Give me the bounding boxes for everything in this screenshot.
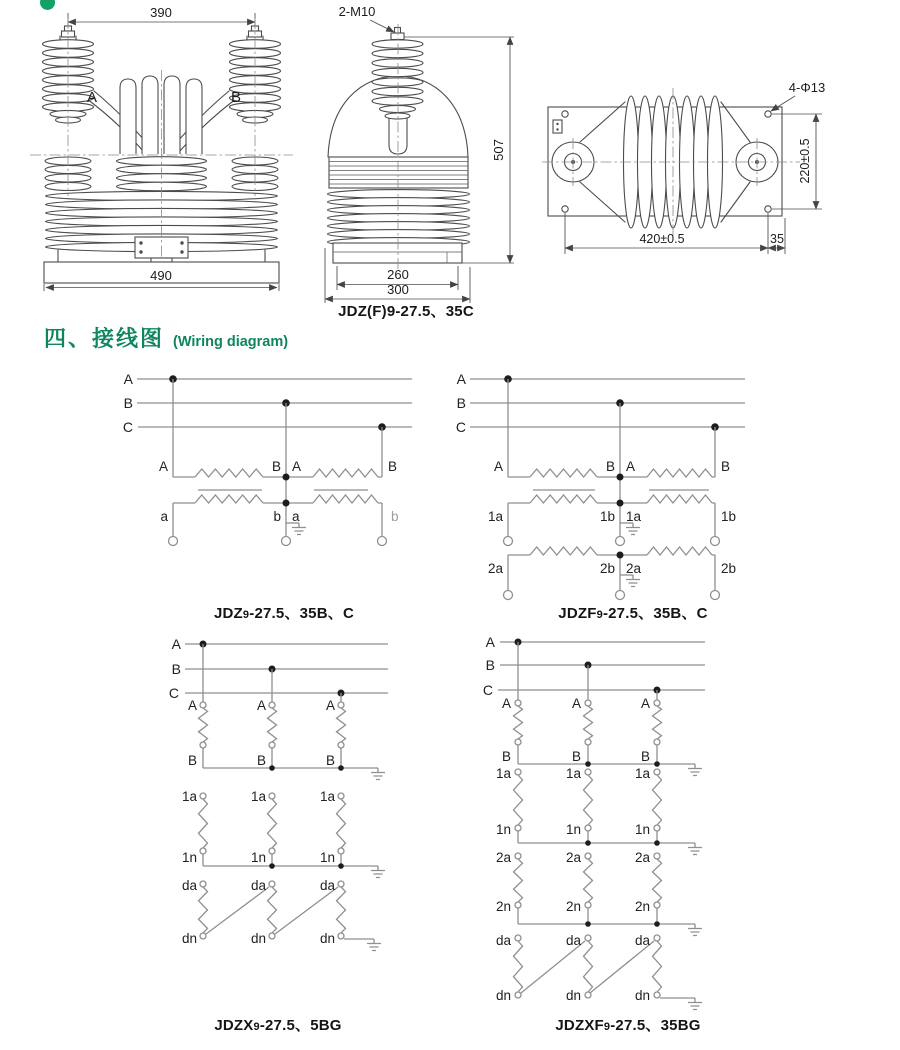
winding-label: 1n	[250, 850, 266, 865]
terminal-circle	[711, 591, 720, 600]
winding-label: B	[721, 459, 731, 474]
caption-text: JDZX	[214, 1017, 254, 1034]
winding-label: 1a	[565, 766, 581, 781]
winding-label: A	[158, 459, 168, 474]
terminal-circle	[169, 537, 178, 546]
bus-a-label: A	[171, 636, 181, 652]
terminal-circle	[711, 537, 720, 546]
ground-icon	[292, 523, 306, 535]
winding-label: 2a	[626, 561, 642, 576]
ground-icon	[371, 866, 385, 878]
section-title-zh: 四、接线图	[44, 326, 165, 351]
winding-label: da	[181, 878, 197, 893]
winding-label: B	[187, 753, 197, 768]
wiring-diagram-jdz9	[123, 371, 412, 546]
dim-260-label: 260	[387, 267, 409, 282]
caption-jdzxf9	[533, 1014, 723, 1035]
winding-label: 2b	[599, 561, 615, 576]
caption-text: JDZF	[558, 605, 597, 622]
bus-b-label: B	[456, 395, 466, 411]
winding-label: b	[391, 509, 399, 524]
winding-label: 2a	[565, 850, 581, 865]
winding-label: da	[250, 878, 266, 893]
winding-label: 1a	[250, 789, 266, 804]
winding-label: B	[256, 753, 266, 768]
winding-label: 2n	[634, 899, 650, 914]
winding-label: A	[292, 459, 302, 474]
terminal-circle	[504, 537, 513, 546]
winding-label: A	[256, 698, 266, 713]
side-view-drawing	[325, 4, 514, 303]
section-header	[44, 322, 288, 353]
winding-label: B	[605, 459, 615, 474]
front-view-drawing	[30, 5, 293, 291]
winding-label: da	[319, 878, 335, 893]
bus-c-label: C	[482, 682, 493, 698]
winding-label: 1a	[626, 509, 642, 524]
winding-label: B	[501, 749, 511, 764]
ground-icon	[688, 998, 702, 1010]
bus-c-label: C	[122, 419, 133, 435]
winding-label: A	[325, 698, 335, 713]
caption-text: -27.5、35B、C	[249, 605, 354, 622]
winding-label: 1b	[721, 509, 737, 524]
winding-label: A	[571, 696, 581, 711]
ground-icon	[688, 924, 702, 936]
caption-jdzf9-outline: JDZ(F)9-27.5、35C	[338, 303, 474, 320]
winding-label: da	[565, 933, 581, 948]
dim-390-label: 390	[150, 5, 172, 20]
holes-label: 4-Φ13	[788, 80, 826, 95]
winding-label: 2a	[634, 850, 650, 865]
terminal-circle	[504, 591, 513, 600]
ground-icon	[688, 764, 702, 776]
winding-label: 1a	[319, 789, 335, 804]
dim-300-label: 300	[387, 282, 409, 297]
ground-icon	[367, 939, 381, 951]
winding-label: b	[273, 509, 281, 524]
bus-b-label: B	[123, 395, 133, 411]
terminal-b-label: B	[231, 89, 242, 106]
winding-label: 1b	[599, 509, 615, 524]
winding-label: a	[292, 509, 300, 524]
ground-icon	[688, 843, 702, 855]
winding-label: 2a	[487, 561, 503, 576]
winding-label: 2n	[565, 899, 581, 914]
caption-sub: 9	[253, 1021, 260, 1033]
bus-a-label: A	[485, 634, 495, 650]
winding-label: B	[571, 749, 581, 764]
bus-a-label: A	[123, 371, 133, 387]
caption-text: JDZ	[213, 605, 243, 622]
winding-label: A	[640, 696, 650, 711]
terminal-a-label: A	[87, 89, 98, 106]
caption-sub: 9	[603, 1021, 611, 1033]
winding-label: a	[160, 509, 168, 524]
terminal-circle	[378, 537, 387, 546]
winding-label: 2a	[495, 850, 511, 865]
caption-sub: 9	[596, 609, 603, 621]
ground-icon	[626, 575, 640, 587]
winding-label: 1n	[319, 850, 335, 865]
caption-sub: 9	[242, 609, 250, 621]
winding-label: 1n	[634, 822, 650, 837]
dim-220-label: 220±0.5	[798, 138, 812, 184]
winding-label: dn	[250, 931, 266, 946]
winding-label: 1n	[181, 850, 197, 865]
wiring-diagram-jdzx9	[169, 636, 388, 951]
winding-label: dn	[181, 931, 197, 946]
winding-label: A	[501, 696, 511, 711]
winding-label: 2b	[721, 561, 737, 576]
winding-label: dn	[319, 931, 335, 946]
winding-label: 1a	[487, 509, 503, 524]
winding-label: da	[495, 933, 511, 948]
winding-label: A	[493, 459, 503, 474]
dim-420-label: 420±0.5	[639, 232, 685, 246]
ground-icon	[371, 768, 385, 780]
caption-text: JDZXF	[555, 1017, 604, 1034]
dim-35-label: 35	[770, 232, 784, 246]
terminal-circle	[282, 537, 291, 546]
winding-label: dn	[634, 988, 650, 1003]
winding-label: B	[388, 459, 398, 474]
winding-label: da	[634, 933, 650, 948]
bus-b-label: B	[485, 657, 495, 673]
caption-text: -27.5、5BG	[259, 1017, 342, 1034]
winding-label: A	[626, 459, 636, 474]
winding-label: 2n	[495, 899, 511, 914]
caption-text: -27.5、35BG	[610, 1017, 701, 1034]
dim-490-label: 490	[150, 268, 172, 283]
ground-icon	[626, 523, 640, 535]
winding-label: B	[271, 459, 281, 474]
dim-507-label: 507	[491, 139, 506, 161]
caption-jdzf9	[538, 602, 728, 623]
wiring-diagram-jdzxf9	[483, 634, 705, 1010]
winding-label: 1a	[495, 766, 511, 781]
winding-label: 1n	[495, 822, 511, 837]
plan-view-drawing	[542, 80, 825, 254]
winding-label: 1a	[634, 766, 650, 781]
bus-a-label: A	[456, 371, 466, 387]
terminal-circle	[616, 537, 625, 546]
winding-label: A	[187, 698, 197, 713]
terminal-circle	[616, 591, 625, 600]
section-title-en: (Wiring diagram)	[173, 334, 289, 350]
caption-jdzx9	[183, 1014, 373, 1035]
winding-label: dn	[565, 988, 581, 1003]
wiring-diagram-jdzf9	[456, 371, 745, 600]
bus-c-label: C	[455, 419, 466, 435]
winding-label: B	[325, 753, 335, 768]
thread-label: 2-M10	[338, 4, 376, 19]
winding-label: 1n	[565, 822, 581, 837]
winding-label: B	[640, 749, 650, 764]
winding-label: dn	[495, 988, 511, 1003]
winding-label: 1a	[181, 789, 197, 804]
bus-c-label: C	[168, 685, 179, 701]
caption-text: -27.5、35B、C	[602, 605, 708, 622]
bus-b-label: B	[171, 661, 181, 677]
caption-jdz9	[189, 602, 379, 623]
